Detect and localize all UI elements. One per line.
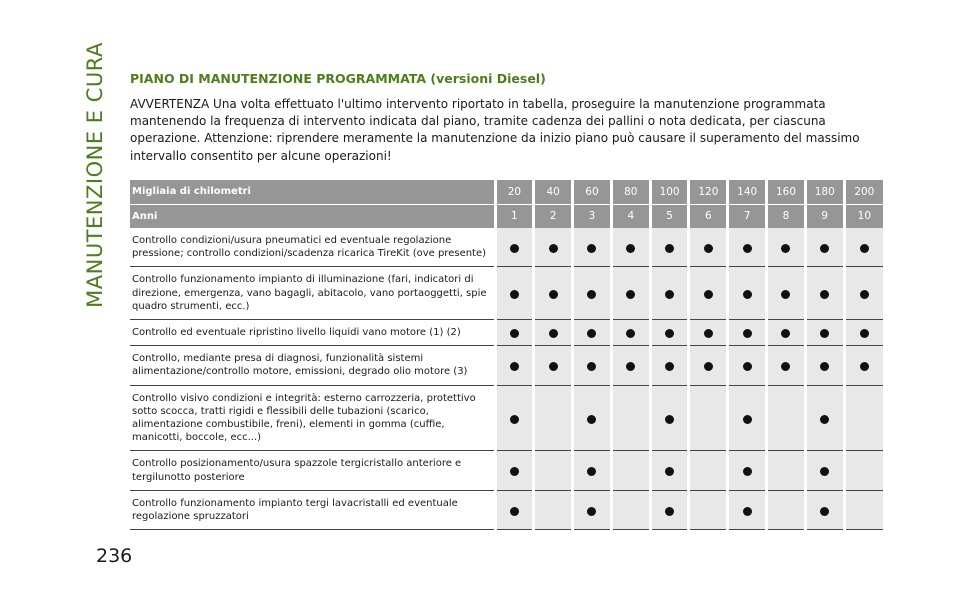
scheduled-dot-icon	[665, 415, 674, 424]
interval-cell	[534, 346, 573, 385]
km-header-cell: 100	[650, 180, 689, 204]
interval-cell	[495, 490, 534, 529]
scheduled-dot-icon	[510, 507, 519, 516]
interval-cell	[805, 490, 844, 529]
interval-cell	[767, 451, 806, 490]
scheduled-dot-icon	[665, 362, 674, 371]
interval-cell	[767, 267, 806, 320]
scheduled-dot-icon	[549, 244, 558, 253]
scheduled-dot-icon	[820, 329, 829, 338]
scheduled-dot-icon	[587, 507, 596, 516]
interval-cell	[573, 490, 612, 529]
years-header-label: Anni	[130, 204, 495, 228]
interval-cell	[728, 385, 767, 451]
interval-cell	[728, 346, 767, 385]
scheduled-dot-icon	[781, 244, 790, 253]
interval-cell	[573, 385, 612, 451]
maintenance-row	[130, 320, 883, 346]
interval-cell	[611, 451, 650, 490]
interval-cell	[573, 228, 612, 267]
interval-cell	[728, 320, 767, 346]
page-number: 236	[96, 545, 133, 567]
maintenance-operation: Controllo funzionamento impianto tergi lavacristalli ed eventuale regolazione spruzzatori	[130, 490, 495, 529]
interval-cell	[805, 320, 844, 346]
interval-cell	[611, 267, 650, 320]
scheduled-dot-icon	[549, 329, 558, 338]
scheduled-dot-icon	[626, 290, 635, 299]
scheduled-dot-icon	[820, 415, 829, 424]
interval-cell	[573, 451, 612, 490]
interval-cell	[650, 267, 689, 320]
interval-cell	[534, 451, 573, 490]
scheduled-dot-icon	[820, 467, 829, 476]
interval-cell	[689, 267, 728, 320]
years-header-cell: 3	[573, 204, 612, 228]
scheduled-dot-icon	[743, 290, 752, 299]
scheduled-dot-icon	[860, 244, 869, 253]
interval-cell	[650, 490, 689, 529]
interval-cell	[534, 228, 573, 267]
interval-cell	[534, 267, 573, 320]
scheduled-dot-icon	[626, 362, 635, 371]
interval-cell	[573, 346, 612, 385]
interval-cell	[689, 451, 728, 490]
maintenance-operation: Controllo funzionamento impianto di illuminazione (fari, indicatori di direzione, emergenza, vano bagagli, abitacolo, vano portaoggetti, spie quadro strumenti, ecc.)	[130, 267, 495, 320]
maintenance-operation: Controllo, mediante presa di diagnosi, funzionalità sistemi alimentazione/controllo motore, emissioni, degrado olio motore (3)	[130, 346, 495, 385]
interval-cell	[689, 385, 728, 451]
interval-cell	[534, 490, 573, 529]
interval-cell	[495, 385, 534, 451]
section-side-title	[80, 42, 110, 308]
interval-cell	[573, 320, 612, 346]
interval-cell	[844, 320, 883, 346]
scheduled-dot-icon	[704, 244, 713, 253]
scheduled-dot-icon	[781, 329, 790, 338]
interval-cell	[495, 451, 534, 490]
km-header-cell: 40	[534, 180, 573, 204]
interval-cell	[495, 267, 534, 320]
scheduled-dot-icon	[743, 362, 752, 371]
interval-cell	[611, 385, 650, 451]
interval-cell	[650, 228, 689, 267]
maintenance-table-body	[130, 180, 883, 530]
section-side-title-text: MANUTENZIONE E CURA	[83, 42, 107, 308]
interval-cell	[805, 228, 844, 267]
interval-cell	[534, 320, 573, 346]
warning-paragraph: AVVERTENZA Una volta effettuato l'ultimo intervento riportato in tabella, proseguire la manutenzione programmata mantenendo la frequenza di intervento indicata dal piano, tramite cadenza dei pallini o nota dedicata, per ciascuna operazione. Attenzione: riprendere meramente la manutenzione da inizio piano può causare il superamento del massimo intervallo consentito per alcune operazioni!	[130, 97, 860, 163]
interval-cell	[650, 451, 689, 490]
interval-cell	[844, 385, 883, 451]
scheduled-dot-icon	[665, 244, 674, 253]
scheduled-dot-icon	[510, 329, 519, 338]
interval-cell	[844, 267, 883, 320]
scheduled-dot-icon	[743, 244, 752, 253]
scheduled-dot-icon	[587, 362, 596, 371]
scheduled-dot-icon	[665, 290, 674, 299]
interval-cell	[728, 490, 767, 529]
years-header-cell: 9	[805, 204, 844, 228]
scheduled-dot-icon	[510, 415, 519, 424]
scheduled-dot-icon	[510, 467, 519, 476]
interval-cell	[805, 267, 844, 320]
interval-cell	[728, 228, 767, 267]
km-header-cell: 140	[728, 180, 767, 204]
interval-cell	[650, 320, 689, 346]
scheduled-dot-icon	[704, 362, 713, 371]
scheduled-dot-icon	[820, 507, 829, 516]
maintenance-row	[130, 451, 883, 490]
scheduled-dot-icon	[860, 290, 869, 299]
interval-cell	[689, 490, 728, 529]
scheduled-dot-icon	[665, 467, 674, 476]
scheduled-dot-icon	[665, 329, 674, 338]
interval-cell	[611, 228, 650, 267]
maintenance-row	[130, 346, 883, 385]
interval-cell	[767, 320, 806, 346]
scheduled-dot-icon	[743, 329, 752, 338]
scheduled-dot-icon	[860, 329, 869, 338]
scheduled-dot-icon	[626, 329, 635, 338]
interval-cell	[611, 320, 650, 346]
scheduled-dot-icon	[587, 467, 596, 476]
scheduled-dot-icon	[587, 329, 596, 338]
scheduled-dot-icon	[626, 244, 635, 253]
interval-cell	[767, 228, 806, 267]
interval-cell	[689, 228, 728, 267]
years-header-cell: 8	[767, 204, 806, 228]
interval-cell	[805, 385, 844, 451]
interval-cell	[805, 346, 844, 385]
interval-cell	[844, 346, 883, 385]
years-header-cell: 5	[650, 204, 689, 228]
scheduled-dot-icon	[510, 290, 519, 299]
scheduled-dot-icon	[587, 244, 596, 253]
interval-cell	[767, 490, 806, 529]
interval-cell	[728, 451, 767, 490]
interval-cell	[844, 451, 883, 490]
scheduled-dot-icon	[665, 507, 674, 516]
years-header-cell: 2	[534, 204, 573, 228]
maintenance-row	[130, 490, 883, 529]
km-header-cell: 180	[805, 180, 844, 204]
maintenance-operation: Controllo condizioni/usura pneumatici ed eventuale regolazione pressione; controllo condizioni/scadenza ricarica TireKit (ove presente)	[130, 228, 495, 267]
scheduled-dot-icon	[743, 415, 752, 424]
scheduled-dot-icon	[743, 467, 752, 476]
scheduled-dot-icon	[549, 362, 558, 371]
km-header-cell: 20	[495, 180, 534, 204]
scheduled-dot-icon	[743, 507, 752, 516]
scheduled-dot-icon	[781, 362, 790, 371]
interval-cell	[805, 451, 844, 490]
section-title: PIANO DI MANUTENZIONE PROGRAMMATA (versioni Diesel)	[130, 71, 546, 86]
interval-cell	[767, 385, 806, 451]
scheduled-dot-icon	[587, 415, 596, 424]
scheduled-dot-icon	[510, 244, 519, 253]
years-header-cell: 4	[611, 204, 650, 228]
years-header-cell: 7	[728, 204, 767, 228]
km-header-cell: 120	[689, 180, 728, 204]
interval-cell	[844, 490, 883, 529]
interval-cell	[495, 228, 534, 267]
interval-cell	[534, 385, 573, 451]
interval-cell	[650, 385, 689, 451]
interval-cell	[844, 228, 883, 267]
maintenance-operation: Controllo ed eventuale ripristino livello liquidi vano motore (1) (2)	[130, 320, 495, 346]
scheduled-dot-icon	[820, 362, 829, 371]
maintenance-row	[130, 228, 883, 267]
scheduled-dot-icon	[820, 290, 829, 299]
scheduled-dot-icon	[587, 290, 596, 299]
interval-cell	[689, 346, 728, 385]
maintenance-row	[130, 385, 883, 451]
interval-cell	[650, 346, 689, 385]
maintenance-table	[130, 180, 883, 530]
interval-cell	[495, 320, 534, 346]
scheduled-dot-icon	[704, 290, 713, 299]
scheduled-dot-icon	[820, 244, 829, 253]
interval-cell	[495, 346, 534, 385]
km-header-cell: 80	[611, 180, 650, 204]
km-header-label: Migliaia di chilometri	[130, 180, 495, 204]
maintenance-operation: Controllo posizionamento/usura spazzole tergicristallo anteriore e tergilunotto posteriore	[130, 451, 495, 490]
years-header-cell: 1	[495, 204, 534, 228]
interval-cell	[611, 490, 650, 529]
years-header-cell: 6	[689, 204, 728, 228]
km-header-row	[130, 180, 883, 204]
scheduled-dot-icon	[704, 329, 713, 338]
interval-cell	[767, 346, 806, 385]
km-header-cell: 160	[767, 180, 806, 204]
interval-cell	[573, 267, 612, 320]
scheduled-dot-icon	[860, 362, 869, 371]
years-header-cell: 10	[844, 204, 883, 228]
years-header-row	[130, 204, 883, 228]
scheduled-dot-icon	[510, 362, 519, 371]
km-header-cell: 200	[844, 180, 883, 204]
interval-cell	[728, 267, 767, 320]
interval-cell	[611, 346, 650, 385]
interval-cell	[689, 320, 728, 346]
maintenance-operation: Controllo visivo condizioni e integrità: esterno carrozzeria, protettivo sotto scocca, tratti rigidi e flessibili delle tubazioni (scarico, alimentazione combustibile, freni), elementi in gomma (cuffie, manicotti, boccole, ecc...)	[130, 385, 495, 451]
scheduled-dot-icon	[781, 290, 790, 299]
km-header-cell: 60	[573, 180, 612, 204]
scheduled-dot-icon	[549, 290, 558, 299]
maintenance-row	[130, 267, 883, 320]
